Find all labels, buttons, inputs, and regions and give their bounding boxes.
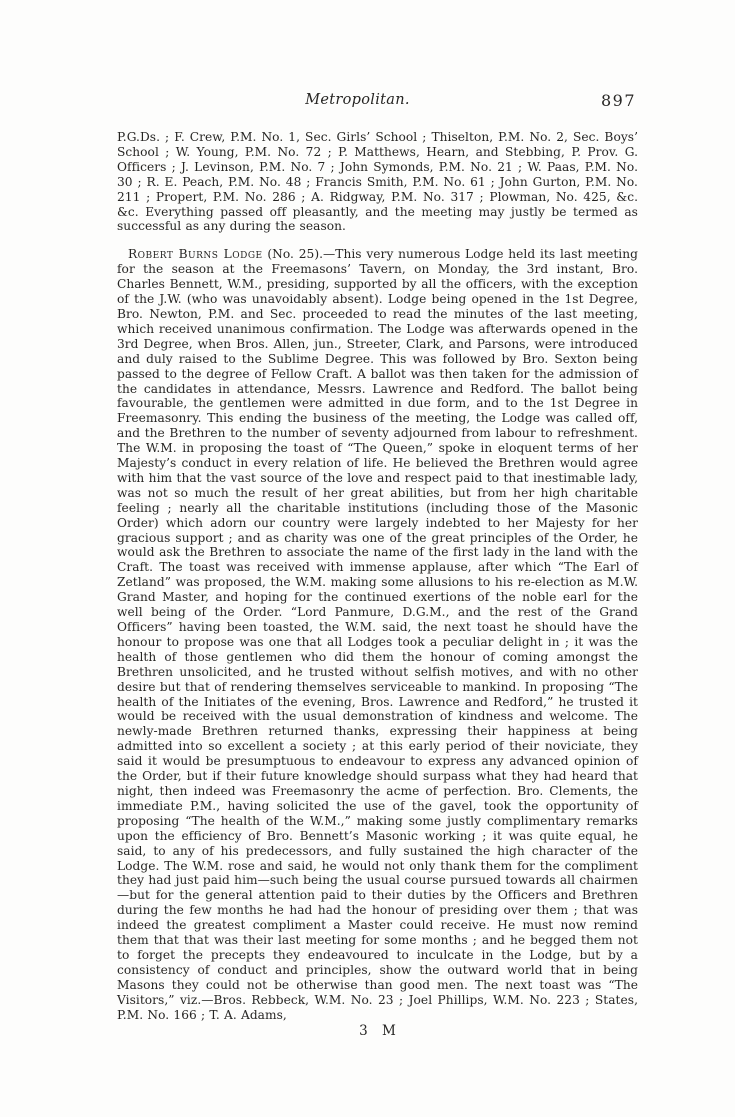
page-number: 897 <box>600 91 636 110</box>
running-title: Metropolitan. <box>305 92 410 108</box>
paragraph-robert-burns-lodge <box>117 247 638 1022</box>
paragraph-pg-officers-list: P.G.Ds. ; F. Crew, P.M. No. 1, Sec. Girls’ School ; Thiselton, P.M. No. 2, Sec. Boys’ School ; W. Young, P.M. No. 72 ; P. Matthews, Hearn, and Stebbing, P. Prov. G. Officers ; J. Levinson, P.M. No. 7 ; John Symonds, P.M. No. 21 ; W. Paas, P.M. No. 30 ; R. E. Peach, P.M. No. 48 ; Francis Smith, P.M. No. 61 ; John Gurton, P.M. No. 211 ; Propert, P.M. No. 286 ; A. Ridgway, P.M. No. 317 ; Plowman, No. 425, &c. &c. Everything passed off pleasantly, and the meeting may justly be termed as successful as any during the season. <box>117 130 638 234</box>
paragraph-robert-burns-lodge-body: (No. 25).—This very numerous Lodge held its last meeting for the season at the Freemasons’ Tavern, on Monday, the 3rd instant, Bro. Charles Bennett, W.M., presiding, supported by all the officers, with the exception of the J.W. (who was unavoidably absent). Lodge being opened in the 1st Degree, Bro. Newton, P.M. and Sec. proceeded to read the minutes of the last meeting, which received unanimous confirmation. The Lodge was afterwards opened in the 3rd Degree, when Bros. Allen, jun., Streeter, Clark, and Parsons, were introduced and duly raised to the Sublime Degree. This was followed by Bro. Sexton being passed to the degree of Fellow Craft. A ballot was then taken for the admission of the candidates in attendance, Messrs. Lawrence and Redford. The ballot being favourable, the gentlemen were admitted in due form, and to the 1st Degree in Freemasonry. This ending the business of the meeting, the Lodge was called off, and the Brethren to the number of seventy adjourned from labour to refreshment. The W.M. in proposing the toast of “The Queen,” spoke in eloquent terms of her Majesty’s conduct in every relation of life. He believed the Brethren would agree with him that the vast source of the love and respect paid to that inestimable lady, was not so much the result of her great abilities, but from her high charitable feeling ; nearly all the charitable institutions (including those of the Masonic Order) which adorn our country were largely indebted to her Majesty for her gracious support ; and as charity was one of the great principles of the Order, he would ask the Brethren to associate the name of the first lady in the land with the Craft. The toast was received with immense applause, after which “The Earl of Zetland” was proposed, the W.M. making some allusions to his re-election as M.W. Grand Master, and hoping for the continued exertions of the noble earl for the well being of the Order. “Lord Panmure, D.G.M., and the rest of the Grand Officers” having been toasted, the W.M. said, the next toast he should have the honour to propose was one that all Lodges took a peculiar delight in ; it was the health of those gentlemen who did them the honour of coming amongst the Brethren unsolicited, and he trusted without selfish motives, and with no other desire but that of rendering themselves serviceable to mankind. In proposing “The health of the Initiates of the evening, Bros. Lawrence and Redford,” he trusted it would be received with the usual demonstration of kindness and welcome. The newly-made Brethren returned thanks, expressing their happiness at being admitted into so excellent a society ; at this early period of their noviciate, they said it would be presumptuous to endeavour to express any advanced opinion of the Order, but if their future knowledge should surpass what they had heard that night, then indeed was Freemasonry the acme of perfection. Bro. Clements, the immediate P.M., having solicited the use of the gavel, took the opportunity of proposing “The health of the W.M.,” making some justly complimentary remarks upon the efficiency of Bro. Bennett’s Masonic working ; it was quite equal, he said, to any of his predecessors, and fully sustained the high character of the Lodge. The W.M. rose and said, he would not only thank them for the compliment they had just paid him—such being the usual course pursued towards all chairmen—but for the general attention paid to their duties by the Officers and Brethren during the few months he had had the honour of presiding over them ; that was indeed the greatest compliment a Master could receive. He must now remind them that that was their last meeting for some months ; and he begged them not to forget the precepts they endeavoured to inculcate in the Lodge, but by a consistency of conduct and principles, show the outward world that in being Masons they could not be otherwise than good men. The next toast was “The Visitors,” viz.—Bros. Rebbeck, W.M. No. 23 ; Joel Phillips, W.M. No. 223 ; States, P.M. No. 166 ; T. A. Adams, <box>117 247 638 1022</box>
scanned-page <box>117 92 638 1039</box>
lodge-name-smallcaps: Robert Burns Lodge <box>128 247 263 262</box>
page-header <box>117 92 638 114</box>
printers-signature-mark: 3 M <box>359 1023 401 1040</box>
